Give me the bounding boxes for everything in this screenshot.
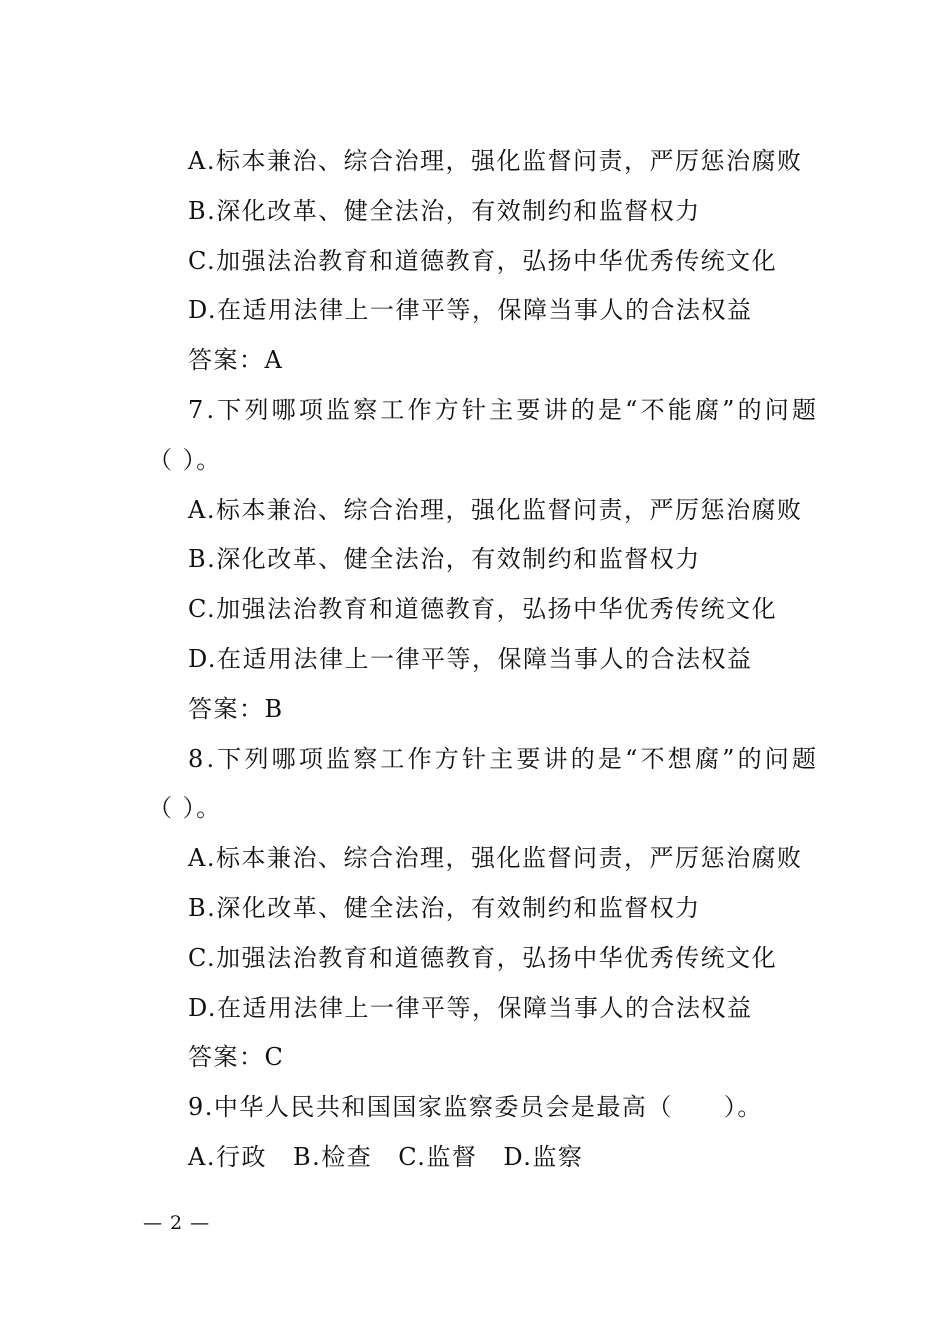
page-number: — 2 — [143,1212,211,1234]
option-d: D.在适用法律上一律平等，保障当事人的合法权益 [188,296,753,325]
option-b: B.深化改革、健全法治，有效制约和监督权力 [188,196,701,225]
option-b: B.深化改革、健全法治，有效制约和监督权力 [188,545,701,574]
option-a: A.行政 [188,1142,267,1171]
question-8-bracket: （ ）。 [148,794,222,823]
option-a: A.标本兼治、综合治理，强化监督问责，严厉惩治腐败 [188,495,803,524]
option-a: A.标本兼治、综合治理，强化监督问责，严厉惩治腐败 [188,844,803,873]
answer: 答案：C [188,1043,285,1072]
question-text [148,137,816,1183]
option-c: C.监督 [398,1142,478,1171]
option-d: D.监察 [503,1142,584,1171]
question-8: 8 . 下 列 哪 项 监 察 工 作 方 针 主 要 讲 的 是 “ 不 想 腐 ” 的 问 题 [188,744,816,773]
option-c: C.加强法治教育和道德教育，弘扬中华优秀传统文化 [188,943,778,972]
question-7-bracket: （ ）。 [148,445,222,474]
option-b: B.深化改革、健全法治，有效制约和监督权力 [188,893,701,922]
option-c: C.加强法治教育和道德教育，弘扬中华优秀传统文化 [188,246,778,275]
option-d: D.在适用法律上一律平等，保障当事人的合法权益 [188,644,753,673]
question-9: 9.中华人民共和国国家监察委员会是最高（ ）。 [188,1093,763,1122]
option-b: B.检查 [292,1142,373,1171]
question-9-options [148,1133,816,1183]
option-d: D.在适用法律上一律平等，保障当事人的合法权益 [188,993,753,1022]
answer: 答案：B [188,694,284,723]
option-a: A.标本兼治、综合治理，强化监督问责，严厉惩治腐败 [188,147,803,175]
question-7: 7 . 下 列 哪 项 监 察 工 作 方 针 主 要 讲 的 是 “ 不 能 腐 ” 的 问 题 [188,395,816,424]
option-c: C.加强法治教育和道德教育，弘扬中华优秀传统文化 [188,595,778,624]
answer: 答案：A [188,346,284,375]
